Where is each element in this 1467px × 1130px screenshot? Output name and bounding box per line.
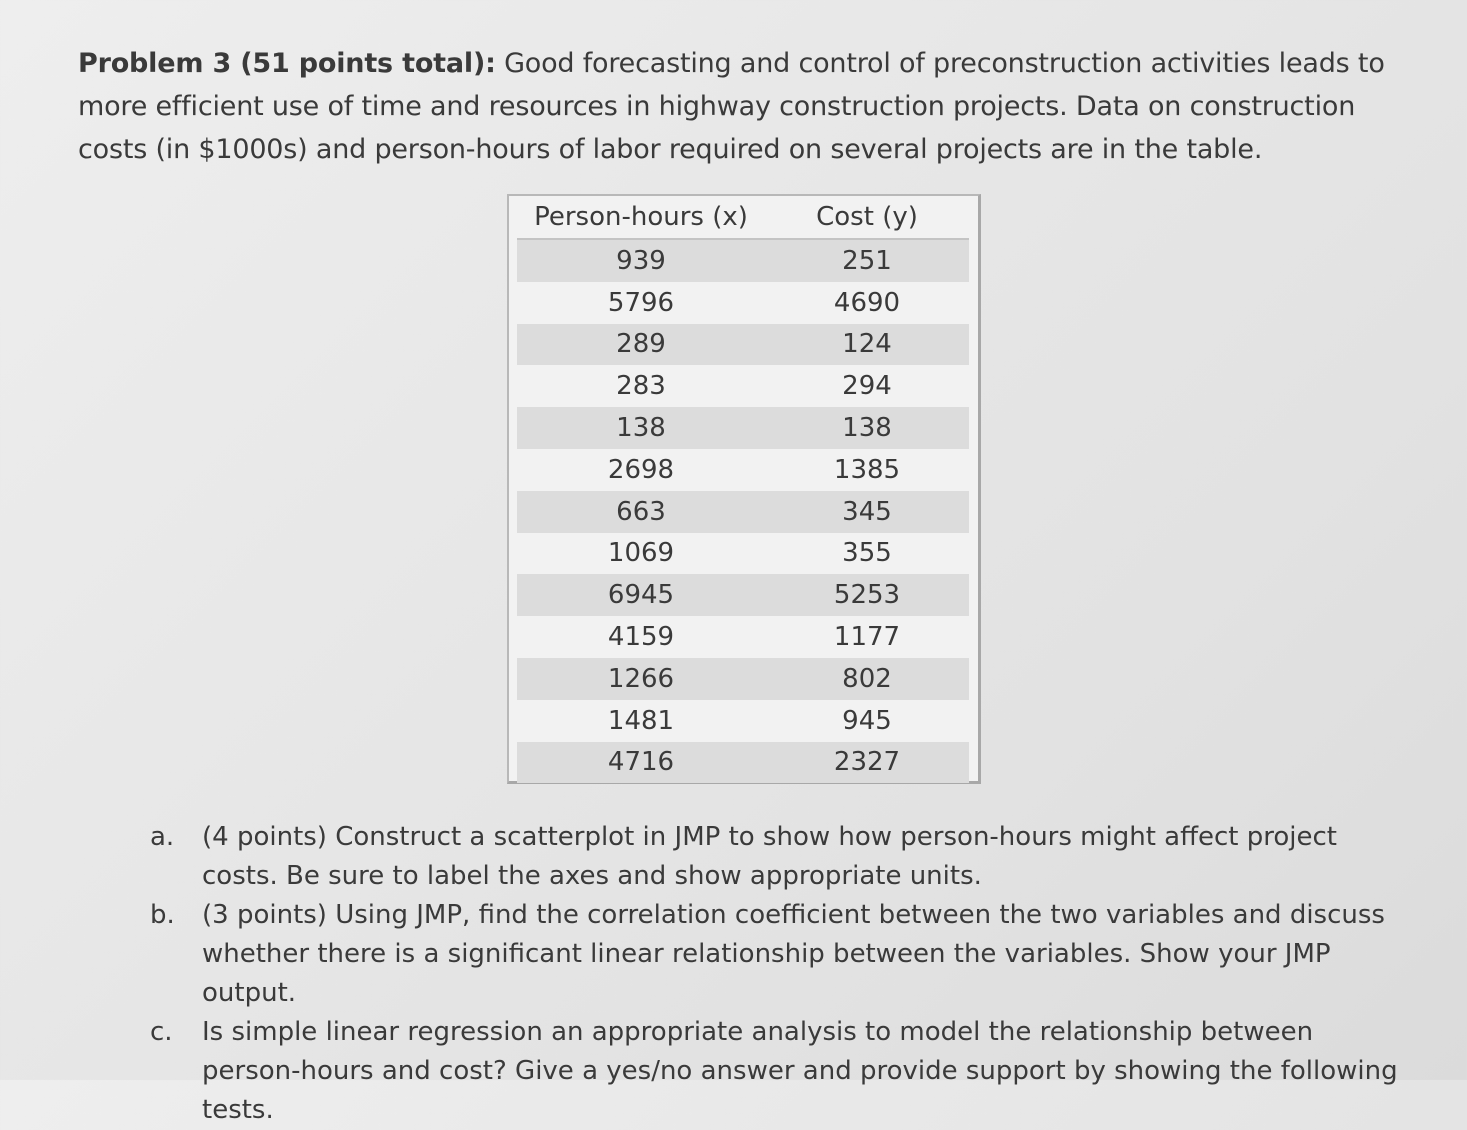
question-text: Is simple linear regression an appropriate analysis to model the relationship between person-hours and cost? Give a yes/no answer and provide support by showing the following tests.: [202, 1017, 1398, 1125]
table-row: [517, 616, 969, 658]
table-row: [517, 491, 969, 533]
table-row: [517, 574, 969, 616]
question-list: [150, 818, 1410, 1130]
header-cost: Cost (y): [816, 202, 918, 232]
table-row: [517, 449, 969, 491]
table-row: [517, 407, 969, 449]
cell-person-hours: 283: [616, 371, 666, 402]
question-label: a.: [150, 822, 175, 852]
cell-cost: 294: [842, 371, 892, 402]
question-item: [150, 818, 1410, 896]
question-item: [150, 1013, 1410, 1130]
cell-person-hours: 138: [616, 413, 666, 444]
question-label: b.: [150, 900, 175, 930]
cell-cost: 1385: [833, 454, 901, 485]
cell-cost: 355: [842, 538, 892, 569]
table-row: [517, 700, 969, 742]
cell-person-hours: 1069: [607, 538, 675, 569]
cell-cost: 4690: [833, 287, 901, 318]
header-person-hours: Person-hours (x): [534, 202, 748, 232]
problem-title: Problem 3 (51 points total):: [78, 48, 496, 79]
table-row: [517, 324, 969, 366]
question-text: (4 points) Construct a scatterplot in JMP to show how person-hours might affect project costs. Be sure to label the axes and show appropriate units.: [202, 822, 1337, 891]
cell-cost: 1177: [833, 622, 901, 653]
table-row: [517, 365, 969, 407]
cell-cost: 345: [842, 496, 892, 527]
table-row: [517, 240, 969, 282]
question-label: c.: [150, 1017, 173, 1047]
cell-cost: 2327: [833, 747, 901, 778]
table-row: [517, 658, 969, 700]
table-header: [517, 196, 969, 240]
cell-cost: 251: [842, 245, 892, 276]
cell-person-hours: 2698: [607, 454, 675, 485]
cell-person-hours: 6945: [607, 580, 675, 611]
cell-cost: 945: [842, 705, 892, 736]
cell-person-hours: 1481: [607, 705, 675, 736]
table-row: [517, 533, 969, 575]
cell-cost: 138: [842, 413, 892, 444]
problem-statement: [78, 42, 1418, 171]
data-table: [507, 194, 981, 784]
cell-person-hours: 5796: [607, 287, 675, 318]
table-row: [517, 742, 969, 784]
question-text: (3 points) Using JMP, find the correlation coefficient between the two variables and discuss whether there is a significant linear relationship between the variables. Show your JMP output.: [202, 900, 1385, 1008]
cell-cost: 5253: [833, 580, 901, 611]
question-item: [150, 896, 1410, 1013]
cell-cost: 802: [842, 663, 892, 694]
cell-person-hours: 663: [616, 496, 666, 527]
cell-person-hours: 4716: [607, 747, 675, 778]
cell-cost: 124: [842, 329, 892, 360]
table-body: [517, 240, 969, 783]
cell-person-hours: 289: [616, 329, 666, 360]
cell-person-hours: 1266: [607, 663, 675, 694]
cell-person-hours: 4159: [607, 622, 675, 653]
cell-person-hours: 939: [616, 245, 666, 276]
table-row: [517, 282, 969, 324]
problem-description: Good forecasting and control of preconstruction activities leads to more efficient use of time and resources in highway construction projects. Data on construction costs (in $1000s) and person-hours of labor required on several projects are in the table.: [78, 48, 1385, 165]
